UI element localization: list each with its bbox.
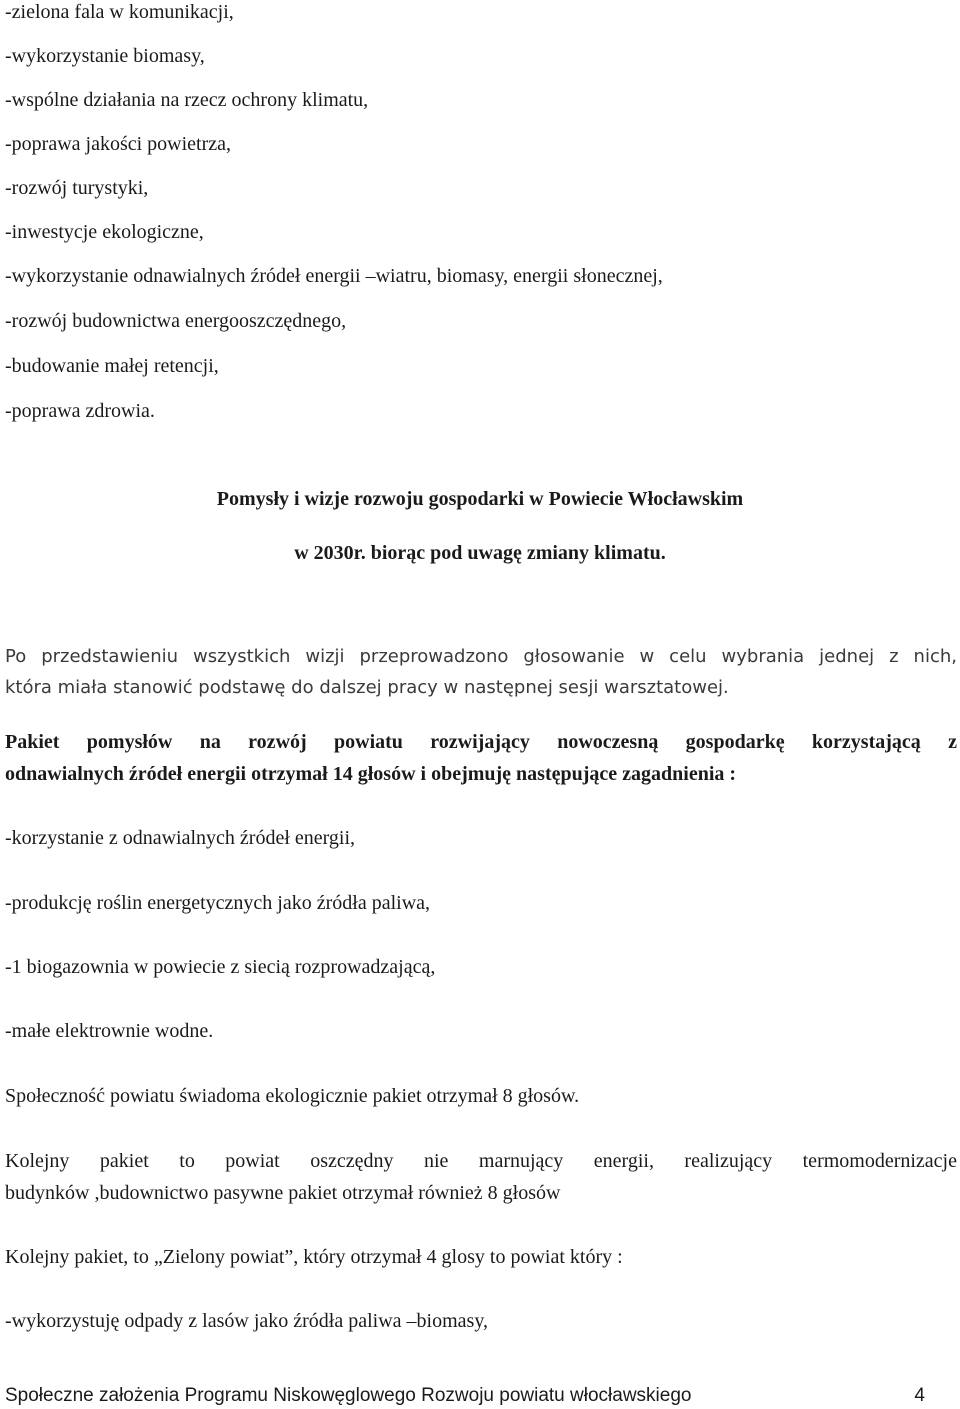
- package-3-line-1: Kolejny pakiet to powiat oszczędny nie marnujący energii, realizujący termomodernizacje: [5, 1150, 957, 1172]
- list-item: -wykorzystuję odpady z lasów jako źródła paliwa –biomasy,: [5, 1310, 489, 1332]
- page-footer: [5, 1384, 925, 1408]
- footer-title: Społeczne założenia Programu Niskowęglowego Rozwoju powiatu włocławskiego: [5, 1385, 692, 1406]
- list-item: -zielona fala w komunikacji,: [5, 1, 234, 23]
- intro-paragraph-line-2: która miała stanowić podstawę do dalszej pracy w następnej sesji warsztatowej.: [5, 677, 729, 698]
- section-heading-line-2: w 2030r. biorąc pod uwagę zmiany klimatu.: [294, 542, 666, 564]
- list-item: -inwestycje ekologiczne,: [5, 221, 204, 243]
- intro-paragraph-line-1: Po przedstawieniu wszystkich wizji przeprowadzono głosowanie w celu wybrania jednej z nich,: [5, 646, 957, 667]
- page-number: 4: [914, 1385, 925, 1406]
- list-item: -rozwój budownictwa energooszczędnego,: [5, 310, 347, 332]
- list-item: -poprawa zdrowia.: [5, 400, 155, 422]
- section-heading-line-1: Pomysły i wizje rozwoju gospodarki w Powiecie Włocławskim: [216, 488, 744, 510]
- package-2-paragraph: Społeczność powiatu świadoma ekologicznie pakiet otrzymał 8 głosów.: [5, 1085, 580, 1107]
- package-3-line-2: budynków ,budownictwo pasywne pakiet otrzymał również 8 głosów: [5, 1182, 561, 1204]
- list-item: -rozwój turystyki,: [5, 177, 149, 199]
- list-item: -wykorzystanie odnawialnych źródeł energii –wiatru, biomasy, energii słonecznej,: [5, 265, 663, 287]
- list-item: -korzystanie z odnawialnych źródeł energii,: [5, 827, 356, 849]
- list-item: -wykorzystanie biomasy,: [5, 45, 205, 67]
- list-item: -poprawa jakości powietrza,: [5, 133, 232, 155]
- package-1-line-1: Pakiet pomysłów na rozwój powiatu rozwijający nowoczesną gospodarkę korzystającą z: [5, 731, 957, 753]
- package-4-paragraph: Kolejny pakiet, to „Zielony powiat”, który otrzymał 4 glosy to powiat który :: [5, 1246, 623, 1268]
- list-item: -1 biogazownia w powiecie z siecią rozprowadzającą,: [5, 956, 436, 978]
- list-item: -budowanie małej retencji,: [5, 355, 219, 377]
- list-item: -wspólne działania na rzecz ochrony klimatu,: [5, 89, 369, 111]
- package-1-line-2: odnawialnych źródeł energii otrzymał 14 głosów i obejmuję następujące zagadnienia :: [5, 763, 737, 785]
- list-item: -produkcję roślin energetycznych jako źródła paliwa,: [5, 892, 431, 914]
- list-item: -małe elektrownie wodne.: [5, 1020, 214, 1042]
